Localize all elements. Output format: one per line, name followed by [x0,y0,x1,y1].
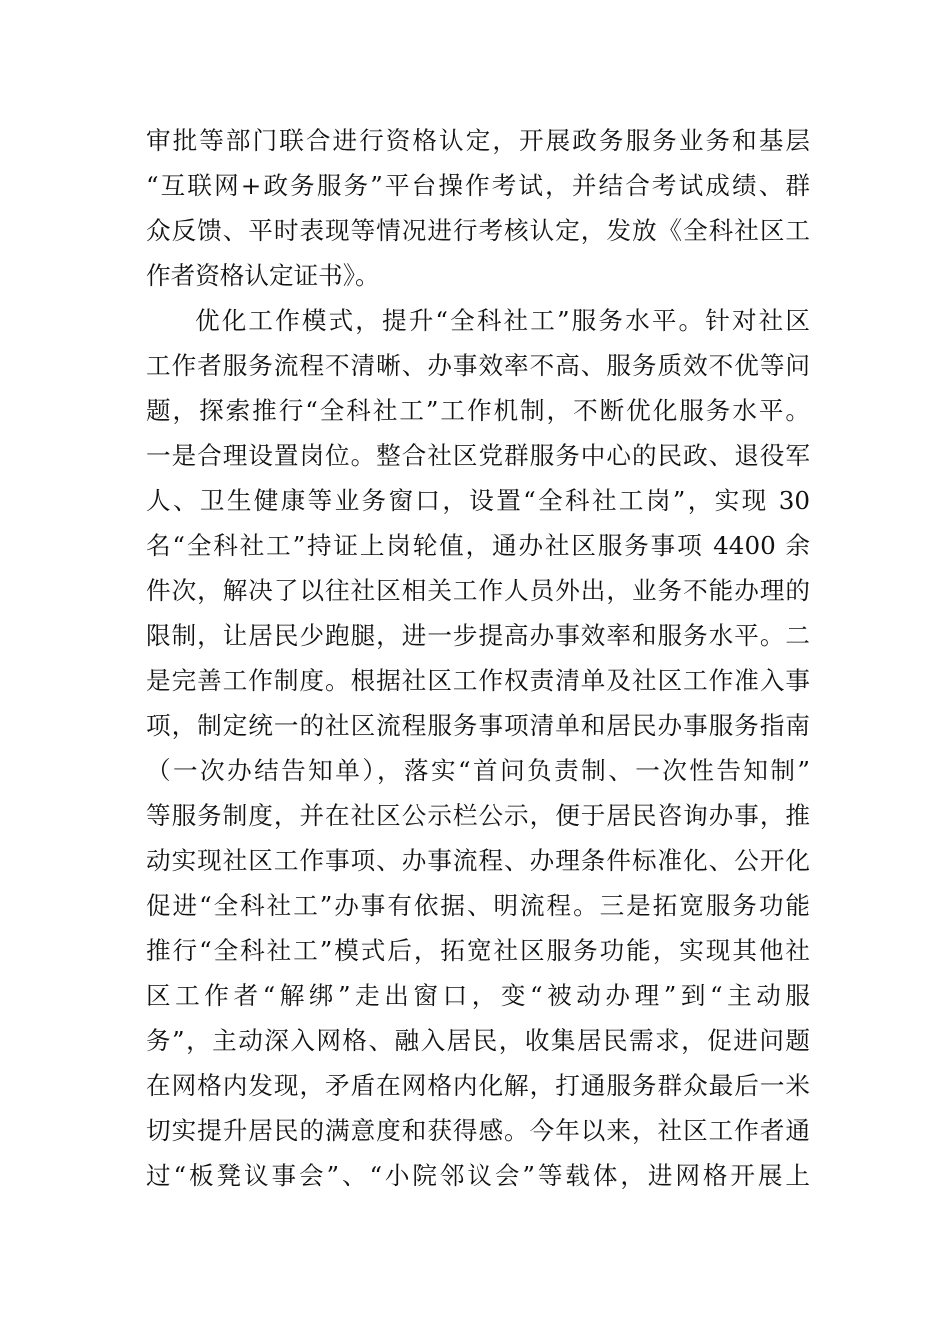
text-line: 务”，主动深入网格、融入居民，收集居民需求，促进问题 [146,1026,810,1055]
text-line: 过“板凳议事会”、“小院邻议会”等载体，进网格开展上 [146,1161,810,1190]
text-line: 工作者服务流程不清晰、办事效率不高、服务质效不优等问 [146,351,810,380]
text-line: 人、卫生健康等业务窗口，设置“全科社工岗”，实现 30 [146,486,810,515]
text-line: 众反馈、平时表现等情况进行考核认定，发放《全科社区工 [146,216,810,245]
text-line: 等服务制度，并在社区公示栏公示，便于居民咨询办事，推 [146,801,810,830]
text-line: 项，制定统一的社区流程服务事项清单和居民办事服务指南 [146,711,810,740]
text-line: 题，探索推行“全科社工”工作机制，不断优化服务水平。 [146,396,810,425]
text-line: 动实现社区工作事项、办事流程、办理条件标准化、公开化 [146,846,810,875]
text-line: 件次，解决了以往社区相关工作人员外出，业务不能办理的 [146,576,810,605]
text-line: 促进“全科社工”办事有依据、明流程。三是拓宽服务功能 [146,891,810,920]
text-line: 作者资格认定证书》。 [146,261,380,290]
text-line: 限制，让居民少跑腿，进一步提高办事效率和服务水平。二 [146,621,810,650]
text-line: 推行“全科社工”模式后，拓宽社区服务功能，实现其他社 [146,936,810,965]
paragraph-first-line: 优化工作模式，提升“全科社工”服务水平。针对社区 [195,306,810,335]
text-line: 是完善工作制度。根据社区工作权责清单及社区工作准入事 [146,666,810,695]
text-line: 名“全科社工”持证上岗轮值，通办社区服务事项 4400 余 [146,531,810,560]
text-line: 切实提升居民的满意度和获得感。今年以来，社区工作者通 [146,1116,810,1145]
text-line: 在网格内发现，矛盾在网格内化解，打通服务群众最后一米 [146,1071,810,1100]
text-line: 一是合理设置岗位。整合社区党群服务中心的民政、退役军 [146,441,810,470]
text-line: 区工作者“解绑”走出窗口，变“被动办理”到“主动服 [146,981,810,1010]
text-line: （一次办结告知单），落实“首问负责制、一次性告知制” [146,756,810,785]
text-line: 审批等部门联合进行资格认定，开展政务服务业务和基层 [146,126,810,155]
text-line: “互联网+政务服务”平台操作考试，并结合考试成绩、群 [146,171,810,200]
